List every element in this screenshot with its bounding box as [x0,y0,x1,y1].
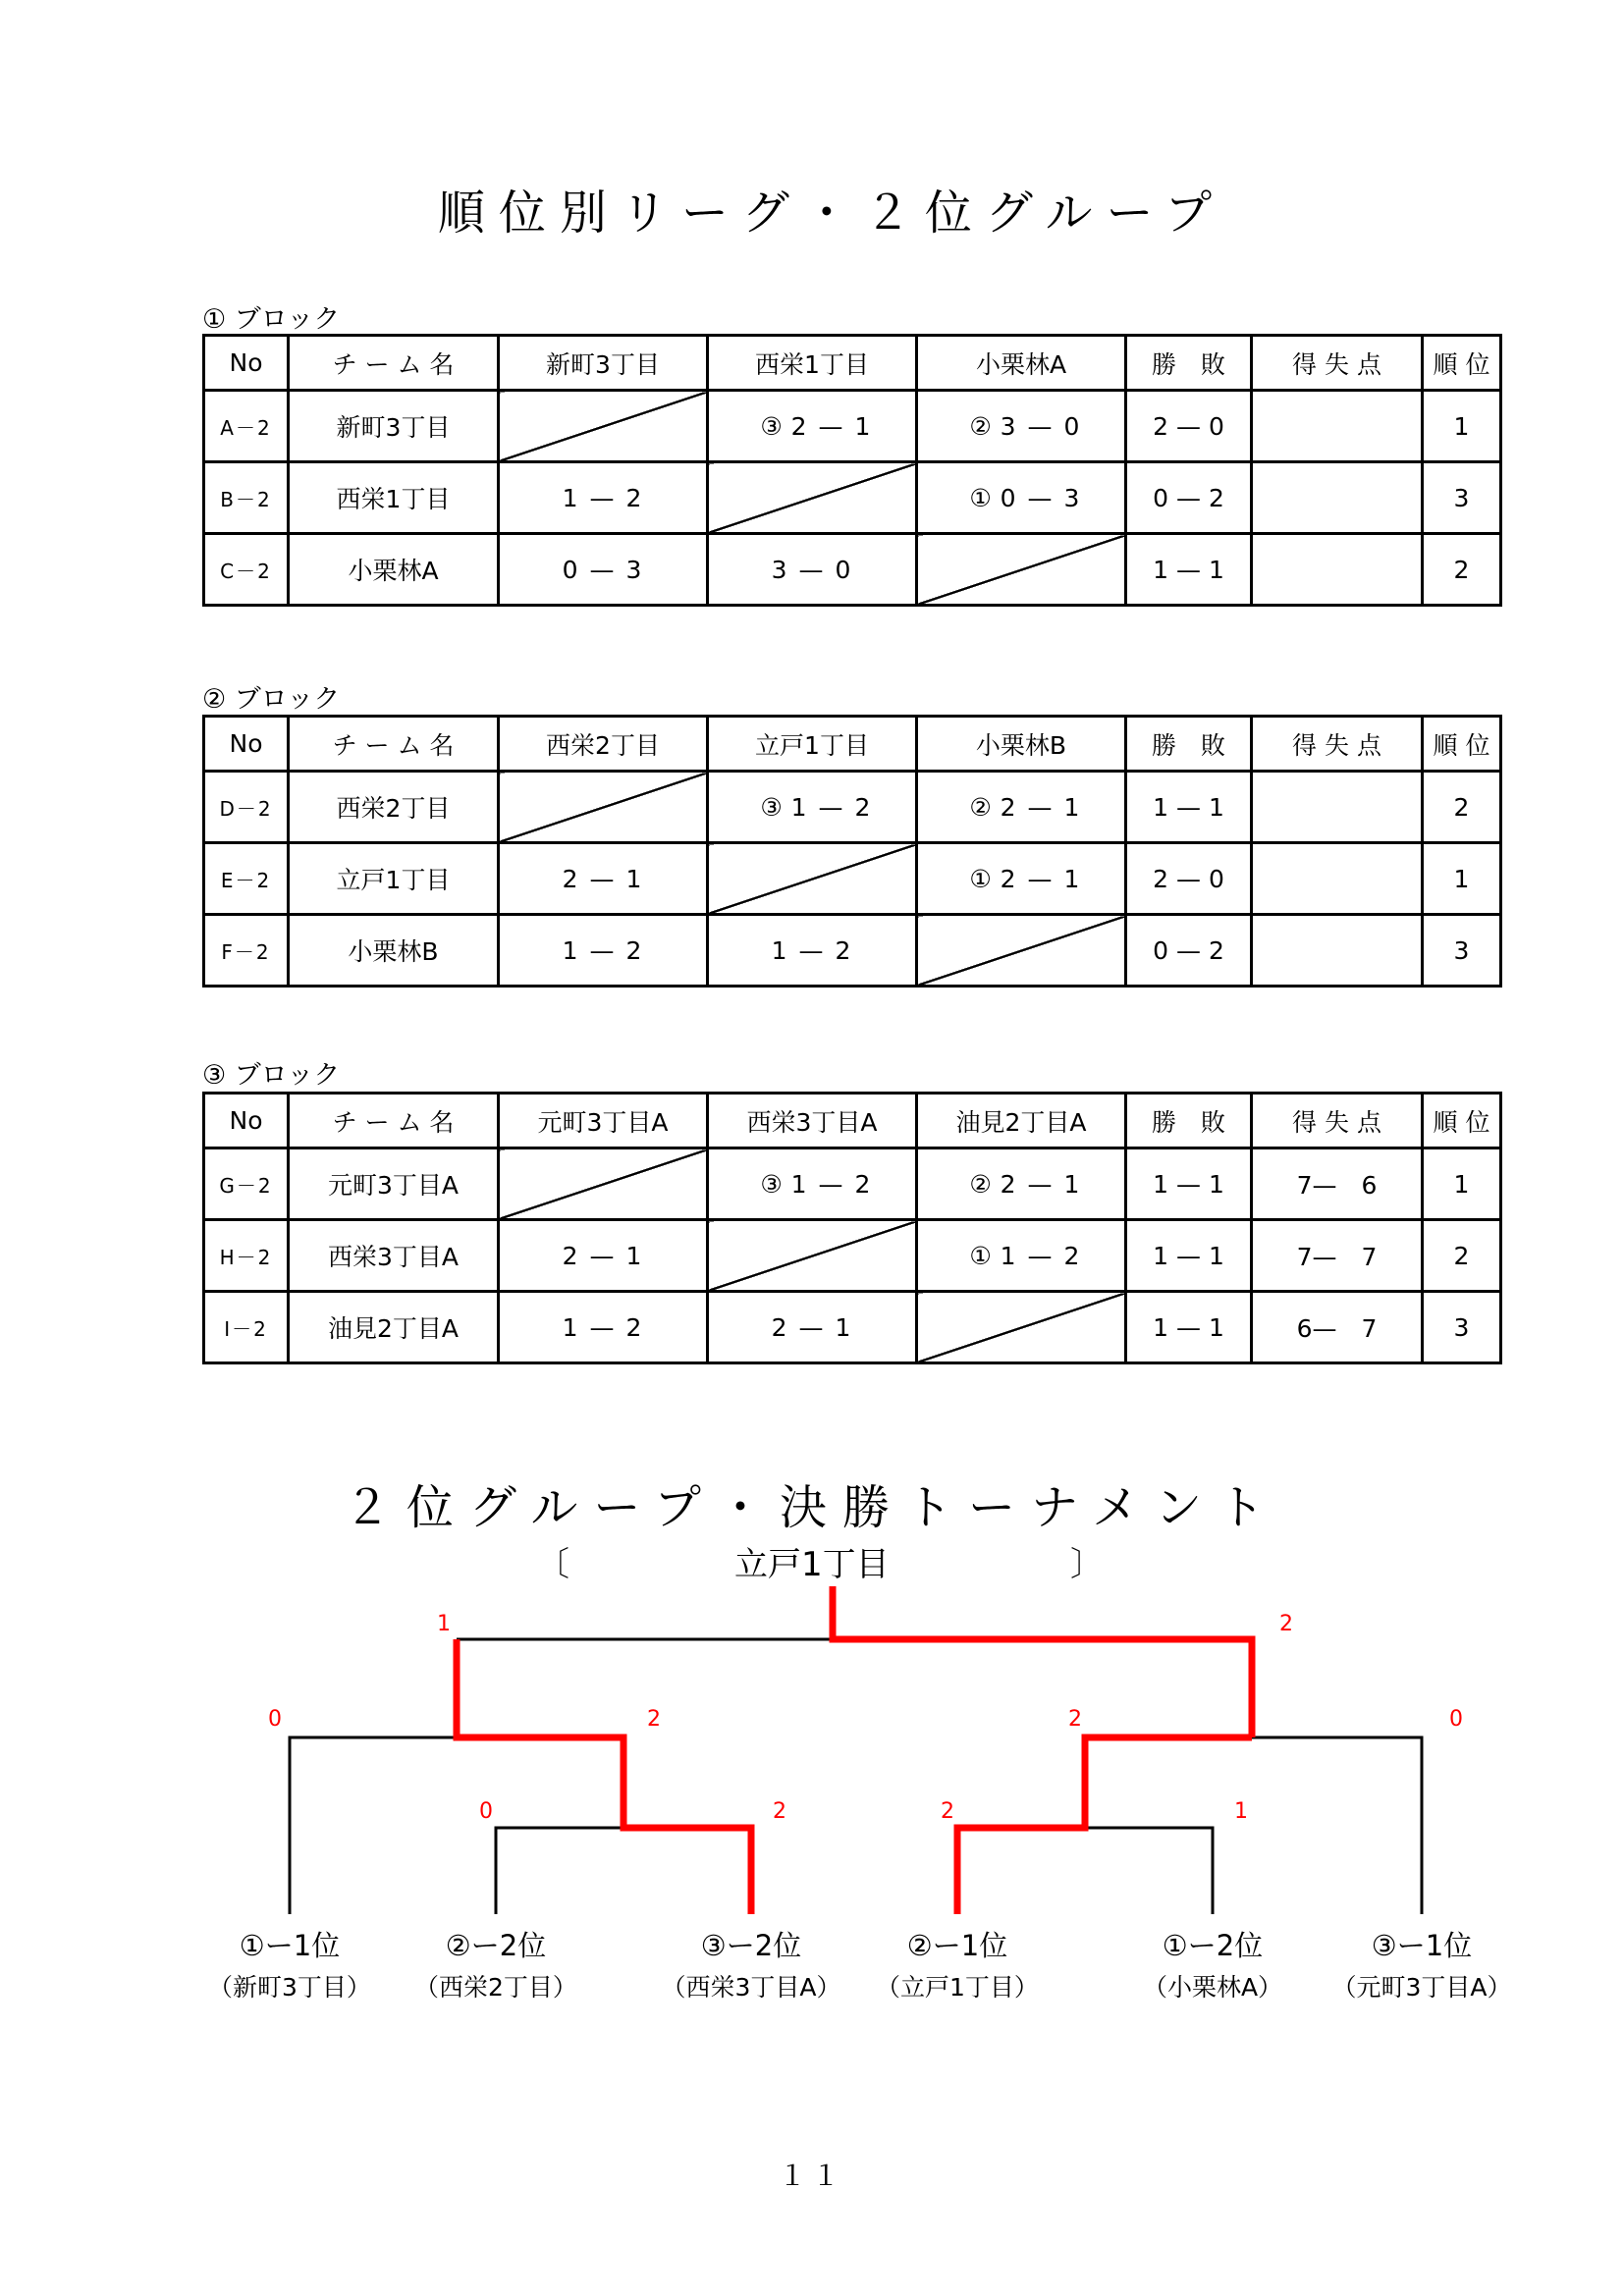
match-score: 2 — 1 [1000,792,1082,822]
score-qf-left-b: 2 [773,1799,786,1824]
header-opponent: 油見2丁目A [917,1094,1126,1148]
score-semi-left-inner: 2 [647,1707,661,1732]
score-semi-left-outer: 0 [268,1707,282,1732]
cell-team: 小栗林B [289,915,499,987]
cell-rank: 3 [1423,462,1501,534]
cell-rank: 1 [1423,1148,1501,1220]
cell-win-loss: 1 — 1 [1126,1220,1252,1292]
cell-win-loss: 0 — 2 [1126,462,1252,534]
cell-rank: 2 [1423,772,1501,843]
cell-team: 西栄2丁目 [289,772,499,843]
entrant-position: ②ー2位 [445,1929,547,1962]
score-semi-right-inner: 2 [1068,1707,1082,1732]
match-order-mark: ③ [760,1169,783,1199]
entrant-position: ①ー2位 [1162,1929,1264,1962]
score-qf-right-a: 2 [941,1799,954,1824]
cell-rank: 1 [1423,391,1501,462]
match-score: 1 — 2 [771,935,853,965]
match-order-mark: ② [969,792,992,822]
cell-no: H－2 [204,1220,289,1292]
match-score: 2 — 1 [790,411,873,441]
cell-no: G－2 [204,1148,289,1220]
header-points: 得 失 点 [1252,1094,1423,1148]
header-opponent: 西栄2丁目 [499,717,708,772]
header-no: No [204,336,289,391]
page-title-league: 順位別リーグ・２位グループ [437,186,1226,240]
header-points: 得 失 点 [1252,717,1423,772]
block-label: ② ブロック [202,684,341,715]
entrant-team-name: （立戸1丁目） [876,1973,1039,2002]
header-team: チ ー ム 名 [289,336,499,391]
header-opponent: 新町3丁目 [499,336,708,391]
header-team: チ ー ム 名 [289,1094,499,1148]
cell-points: 7— 6 [1252,1148,1423,1220]
match-order-mark: ③ [760,411,783,441]
match-score: 1 — 2 [1000,1241,1082,1270]
cell-win-loss: 0 — 2 [1126,915,1252,987]
match-score: 2 — 1 [771,1312,853,1342]
winner-bracket-close: 〕 [1070,1545,1104,1584]
cell-team: 新町3丁目 [289,391,499,462]
block-label: ③ ブロック [202,1060,341,1091]
match-score: 2 — 1 [562,864,644,893]
winner-bracket-open: 〔 [536,1545,569,1584]
cell-win-loss: 1 — 1 [1126,772,1252,843]
entrant-position: ②ー1位 [906,1929,1008,1962]
bracket-semi-right-line [1085,1737,1422,1914]
header-win-loss: 勝 敗 [1126,1094,1252,1148]
match-score: 1 — 2 [790,1169,873,1199]
bracket-semi-left-line [290,1737,623,1914]
cell-points: 7— 7 [1252,1220,1423,1292]
header-opponent: 立戸1丁目 [708,717,917,772]
cell-team: 油見2丁目A [289,1292,499,1363]
match-score: 3 — 0 [771,555,853,584]
match-order-mark: ① [969,483,992,512]
header-win-loss: 勝 敗 [1126,717,1252,772]
cell-rank: 3 [1423,1292,1501,1363]
page-title-tournament: ２位グループ・決勝トーナメント [343,1480,1281,1535]
cell-team: 西栄3丁目A [289,1220,499,1292]
header-opponent: 小栗林A [917,336,1126,391]
header-team: チ ー ム 名 [289,717,499,772]
header-rank: 順 位 [1423,717,1501,772]
score-qf-right-b: 1 [1234,1799,1248,1824]
cell-team: 元町3丁目A [289,1148,499,1220]
header-opponent: 小栗林B [917,717,1126,772]
header-opponent: 西栄3丁目A [708,1094,917,1148]
match-score: 1 — 2 [562,1312,644,1342]
entrant-team-name: （元町3丁目A） [1331,1973,1512,2002]
bracket-qf-right-line [957,1828,1213,1914]
entrant-position: ③ー2位 [700,1929,802,1962]
match-score: 1 — 2 [790,792,873,822]
match-score: 2 — 1 [562,1241,644,1270]
header-points: 得 失 点 [1252,336,1423,391]
cell-no: E－2 [204,843,289,915]
cell-points: 6— 7 [1252,1292,1423,1363]
match-order-mark: ① [969,1241,992,1270]
entrant-team-name: （小栗林A） [1142,1973,1283,2002]
entrant-team-name: （新町3丁目） [208,1973,371,2002]
entrant-position: ①ー1位 [239,1929,341,1962]
entrant-team-name: （西栄2丁目） [414,1973,577,2002]
match-order-mark: ② [969,1169,992,1199]
winner-path-semi-right [957,1737,1252,1914]
cell-rank: 2 [1423,534,1501,606]
winner-path-semi-left [457,1639,751,1914]
bracket-qf-left-line [496,1828,751,1914]
score-final-left: 1 [437,1612,451,1636]
winner-path-final [833,1586,1252,1737]
score-semi-right-outer: 0 [1449,1707,1463,1732]
cell-win-loss: 2 — 0 [1126,843,1252,915]
cell-win-loss: 1 — 1 [1126,534,1252,606]
cell-rank: 2 [1423,1220,1501,1292]
match-order-mark: ① [969,864,992,893]
score-final-right: 2 [1279,1612,1293,1636]
match-score: 1 — 2 [562,483,644,512]
match-order-mark: ② [969,411,992,441]
cell-no: B－2 [204,462,289,534]
cell-no: D－2 [204,772,289,843]
cell-team: 小栗林A [289,534,499,606]
entrant-team-name: （西栄3丁目A） [661,1973,841,2002]
header-opponent: 西栄1丁目 [708,336,917,391]
cell-team: 立戸1丁目 [289,843,499,915]
match-order-mark: ③ [760,792,783,822]
header-rank: 順 位 [1423,1094,1501,1148]
cell-no: C－2 [204,534,289,606]
cell-no: F－2 [204,915,289,987]
match-score: 1 — 2 [562,935,644,965]
cell-win-loss: 2 — 0 [1126,391,1252,462]
header-no: No [204,717,289,772]
score-qf-left-a: 0 [479,1799,493,1824]
cell-rank: 3 [1423,915,1501,987]
entrant-position: ③ー1位 [1371,1929,1473,1962]
page-number: １１ [778,2160,845,2192]
header-rank: 順 位 [1423,336,1501,391]
match-score: 2 — 1 [1000,864,1082,893]
header-no: No [204,1094,289,1148]
cell-win-loss: 1 — 1 [1126,1148,1252,1220]
header-win-loss: 勝 敗 [1126,336,1252,391]
match-score: 2 — 1 [1000,1169,1082,1199]
tournament-winner: 立戸1丁目 [734,1545,890,1584]
cell-no: A－2 [204,391,289,462]
cell-win-loss: 1 — 1 [1126,1292,1252,1363]
cell-team: 西栄1丁目 [289,462,499,534]
block-label: ① ブロック [202,304,341,335]
cell-rank: 1 [1423,843,1501,915]
match-score: 3 — 0 [1000,411,1082,441]
match-score: 0 — 3 [562,555,644,584]
cell-no: I－2 [204,1292,289,1363]
header-opponent: 元町3丁目A [499,1094,708,1148]
match-score: 0 — 3 [1000,483,1082,512]
